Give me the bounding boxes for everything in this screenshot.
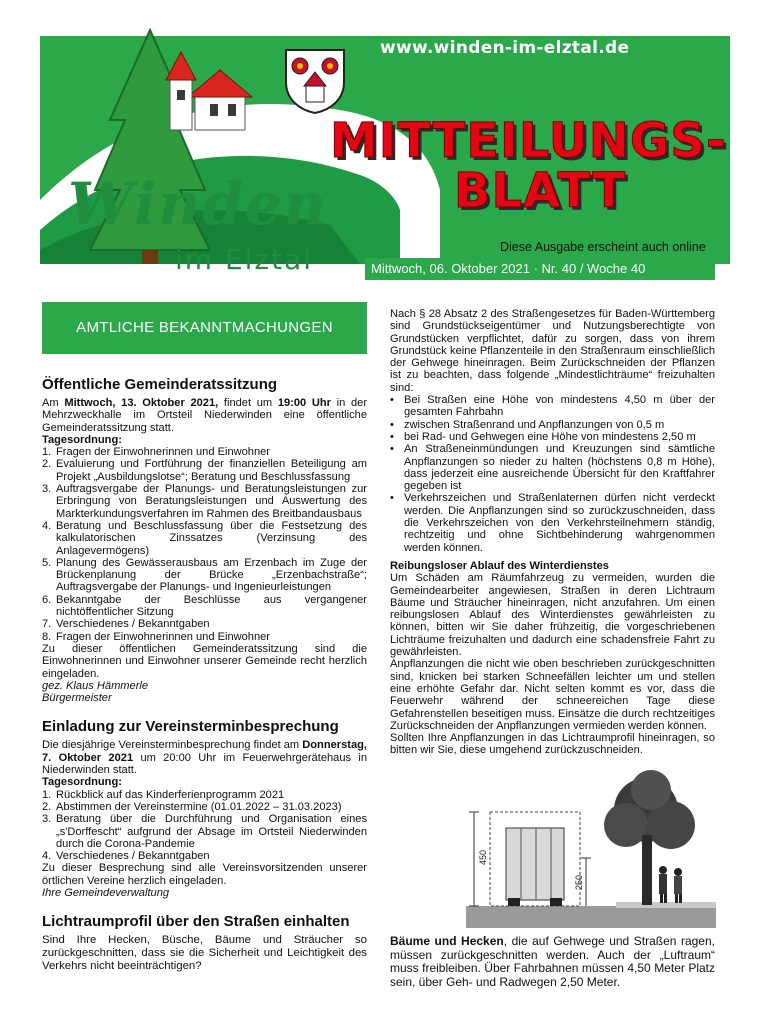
agenda-list xyxy=(42,446,367,643)
agenda-number: 4. xyxy=(42,519,52,532)
list-item-text: Bei Straßen eine Höhe von mindestens 4,50 m über der gesamten Fahrbahn xyxy=(404,394,715,419)
signature-name: gez. Klaus Hämmerle xyxy=(42,679,149,692)
title-line-1: MITTEILUNGS- xyxy=(330,113,727,169)
website-url: www.winden-im-elztal.de xyxy=(380,38,630,58)
list-item-text: bei Rad- und Gehwegen eine Höhe von mindestens 2,50 m xyxy=(404,430,696,443)
signature-role: Bürgermeister xyxy=(42,692,112,705)
paragraph: Anpflanzungen die nicht wie oben beschrieben zurückgeschnitten sind, knicken bei starken Schneefällen leichter um und stellen eine erhöhte Gefahr dar. Nicht selten kommt es vor, dass die Feuerwehr während der schneereichen Tage diese Gefahrenstellen beseitigen muss. Einsätze die durch rechtzeitiges Zurückschneiden der Anpflanzungen vermieden werden können. xyxy=(390,658,715,732)
agenda-text: Abstimmen der Vereinstermine (01.01.2022 – 31.03.2023) xyxy=(56,800,342,813)
agenda-number: 6. xyxy=(42,593,52,606)
left-column xyxy=(42,302,367,973)
agenda-text: Planung des Gewässerausbaus am Erzenbach im Zuge der Brückenplanung der Brücke „Erzenbachstraße“; Auftragsvergabe der Planungs- und Ingenieurleistungen xyxy=(56,556,367,594)
paragraph: Nach § 28 Absatz 2 des Straßengesetzes für Baden-Württemberg sind Grundstückseigentümer und Nutzungsberechtigte von Grundstücken verpflichtet, dafür zu sorgen, dass von ihrem Grundstück keine Pflanzenteile in den Straßenraum einschließlich der Gehwege hineinragen. Beim Zurückschneiden der Pflanzen ist zu beachten, dass folgende „Mindestlichträume“ freizuhalten sind: xyxy=(390,308,715,394)
paragraph: Um Schäden am Räumfahrzeug zu vermeiden, wurden die Gemeindearbeiter angewiesen, Straßen in deren Lichtraum Bäume und Sträucher hineinragen, nicht anzufahren. Um einen reibungslosen Ablauf des Winterdienstes gewährleisten zu können, bitten wir Sie daher frühzeitig, die vorgeschriebenen Lichträume freizuhalten und dadurch eine schadensfreie Fahrt zu gewährleisten. xyxy=(390,572,715,659)
intro-text: um 20:00 Uhr im Feuerwehrgerätehaus in Niederwinden statt. xyxy=(42,751,367,777)
road-surface xyxy=(466,906,716,928)
agenda-text: Evaluierung und Fortführung der finanziellen Beteiligung am Projekt „Ausbildungslotse“; Beratung und Beschlussfassung xyxy=(56,458,367,483)
bullet-icon: • xyxy=(390,430,394,443)
intro-time: 19:00 Uhr xyxy=(277,397,331,409)
agenda-item xyxy=(42,631,367,643)
agenda-item xyxy=(42,594,367,619)
brand-wordmark-elztal: im Elztal xyxy=(175,243,314,276)
agenda-text: Fragen der Einwohnerinnen und Einwohner xyxy=(56,446,271,459)
agenda-text: Beratung und Beschlussfassung über die Festsetzung des kalkulatorischen Zinssatzes (Verzinsung des Anlagevermögens) xyxy=(56,519,367,557)
agenda-item xyxy=(42,618,367,630)
article-title: Einladung zur Vereinsterminbesprechung xyxy=(42,718,339,736)
list-item xyxy=(390,431,715,443)
agenda-label: Tagesordnung: xyxy=(42,776,122,789)
agenda-item xyxy=(42,789,367,801)
title-line-2: BLATT xyxy=(453,163,627,219)
coat-of-arms-icon xyxy=(284,48,346,114)
intro-text: Am xyxy=(42,397,65,409)
brand-wordmark-winden: Winden xyxy=(68,170,328,238)
agenda-text: Verschiedenes / Bekanntgaben xyxy=(56,618,210,631)
agenda-number: 3. xyxy=(42,813,52,826)
agenda-number: 5. xyxy=(42,556,52,569)
agenda-text: Fragen der Einwohnerinnen und Einwohner xyxy=(56,630,271,643)
article-text: Sind Ihre Hecken, Büsche, Bäume und Sträucher so zurückgeschnitten, dass sie die Sicherheit und Leichtigkeit des Verkehrs nicht beeinträchtigen? xyxy=(42,934,367,973)
list-item xyxy=(390,492,715,553)
list-item-text: Verkehrszeichen und Straßenlaternen dürfen nicht verdeckt werden. Die Anpflanzungen sind so zurückzuschneiden, dass die Verkehrszeichen von den Verkehrsteilnehmern ständig, rechtzeitig und ohne Sichtbehinderung wahrgenommen werden können. xyxy=(404,492,715,554)
dimension-label-road: 450 xyxy=(478,849,488,865)
masthead xyxy=(0,0,770,290)
agenda-text: Rückblick auf das Kinderferienprogramm 2021 xyxy=(56,788,285,801)
agenda-text: Bekanntgabe der Beschlüsse aus vergangener nichtöffentlicher Sitzung xyxy=(56,593,367,619)
article-closing: Zu dieser öffentlichen Gemeinderatssitzung sind die Einwohnerinnen und Einwohner unserer Gemeinde recht herzlich eingeladen. xyxy=(42,642,367,680)
agenda-number: 1. xyxy=(42,446,52,459)
dimension-label-sidewalk: 250 xyxy=(574,874,584,890)
agenda-item xyxy=(42,458,367,483)
article-title: Lichtraumprofil über den Straßen einhalten xyxy=(42,913,350,931)
agenda-number: 4. xyxy=(42,850,52,863)
requirements-list xyxy=(390,394,715,554)
list-item-text: zwischen Straßenrand und Anpflanzungen von 0,5 m xyxy=(404,418,665,431)
article-title: Öffentliche Gemeinderatssitzung xyxy=(42,376,278,393)
article-intro xyxy=(42,739,367,776)
agenda-item xyxy=(42,557,367,594)
agenda-item xyxy=(42,813,367,850)
agenda-item xyxy=(42,801,367,813)
intro-text: in der Mehrzweckhalle im Ortsteil Niederwinden eine öffentliche Gemeinderatssitzung statt. xyxy=(42,397,368,434)
agenda-item xyxy=(42,850,367,862)
intro-date: Mittwoch, 13. Oktober 2021, xyxy=(64,397,219,409)
intro-date: Donnerstag, 7. Oktober 2021 xyxy=(42,739,367,764)
intro-text: Die diesjährige Vereinsterminbesprechung findet am xyxy=(42,739,303,752)
spacer xyxy=(42,704,367,718)
caption-lead: Bäume und Hecken xyxy=(390,934,504,948)
list-item xyxy=(390,443,715,492)
agenda-number: 7. xyxy=(42,618,52,631)
online-note: Diese Ausgabe erscheint auch online xyxy=(500,240,706,254)
list-item xyxy=(390,419,715,431)
agenda-number: 2. xyxy=(42,800,52,813)
right-column xyxy=(390,308,715,757)
agenda-label: Tagesordnung: xyxy=(42,433,122,446)
agenda-number: 3. xyxy=(42,483,52,496)
list-item-text: An Straßeneinmündungen und Kreuzungen sind sämtliche Anpflanzungen so nieder zu halten (höchstens 0,8 m Höhe), dass jederzeit eine ausreichende Übersicht für den Kraftfahrer gegeben ist xyxy=(404,443,715,493)
masthead-title xyxy=(330,113,727,219)
truck-icon xyxy=(506,828,564,906)
issue-date-bar: Mittwoch, 06. Oktober 2021 · Nr. 40 / Woche 40 xyxy=(365,258,715,280)
subheading: Reibungsloser Ablauf des Winterdienstes xyxy=(390,559,609,572)
agenda-number: 8. xyxy=(42,630,52,643)
bullet-icon: • xyxy=(390,418,394,431)
agenda-text: Auftragsvergabe der Planungs- und Beratungsleistungen zur Erbringung von Beratungsleistungen und Auswertung des Markterkundungsverfahren im Rahmen des Breitbandausbaus xyxy=(56,483,367,520)
bullet-icon: • xyxy=(390,492,394,505)
agenda-item xyxy=(42,446,367,458)
chapel-icon xyxy=(166,52,252,130)
section-banner: AMTLICHE BEKANNTMACHUNGEN xyxy=(42,302,367,354)
figure-caption xyxy=(390,935,715,989)
signature-name: Ihre Gemeindeverwaltung xyxy=(42,886,170,899)
agenda-item xyxy=(42,520,367,557)
agenda-list xyxy=(42,789,367,863)
agenda-number: 1. xyxy=(42,788,52,801)
caption-text: , die auf Gehwege und Straßen ragen, müssen zurückgeschnitten werden. Auch der „Luftraum“ muss freibleiben. Über Fahrbahnen müssen 4,50 Meter Platz sein, über Geh- und Radwegen 2,50 Meter. xyxy=(390,934,715,989)
clearance-profile-illustration xyxy=(466,770,716,928)
intro-text: findet um xyxy=(218,397,278,409)
bullet-icon: • xyxy=(390,394,394,407)
list-item xyxy=(390,394,715,419)
paragraph: Sollten Ihre Anpflanzungen in das Lichtraumprofil hineinragen, so bitten wir Sie, diese umgehend zurückzuschneiden. xyxy=(390,732,715,757)
agenda-number: 2. xyxy=(42,458,52,471)
agenda-text: Beratung über die Durchführung und Organisation eines „s'Dorffescht“ aufgrund der Absage im Ortsteil Niederwinden durch die Corona-Pandemie xyxy=(56,813,367,850)
agenda-text: Verschiedenes / Bekanntgaben xyxy=(56,850,210,863)
article-closing: Zu dieser Besprechung sind alle Vereinsvorsitzenden unserer örtlichen Vereine herzlich eingeladen. xyxy=(42,862,367,887)
bullet-icon: • xyxy=(390,443,394,456)
spacer xyxy=(42,899,367,913)
article-intro xyxy=(42,397,367,434)
agenda-item xyxy=(42,483,367,520)
